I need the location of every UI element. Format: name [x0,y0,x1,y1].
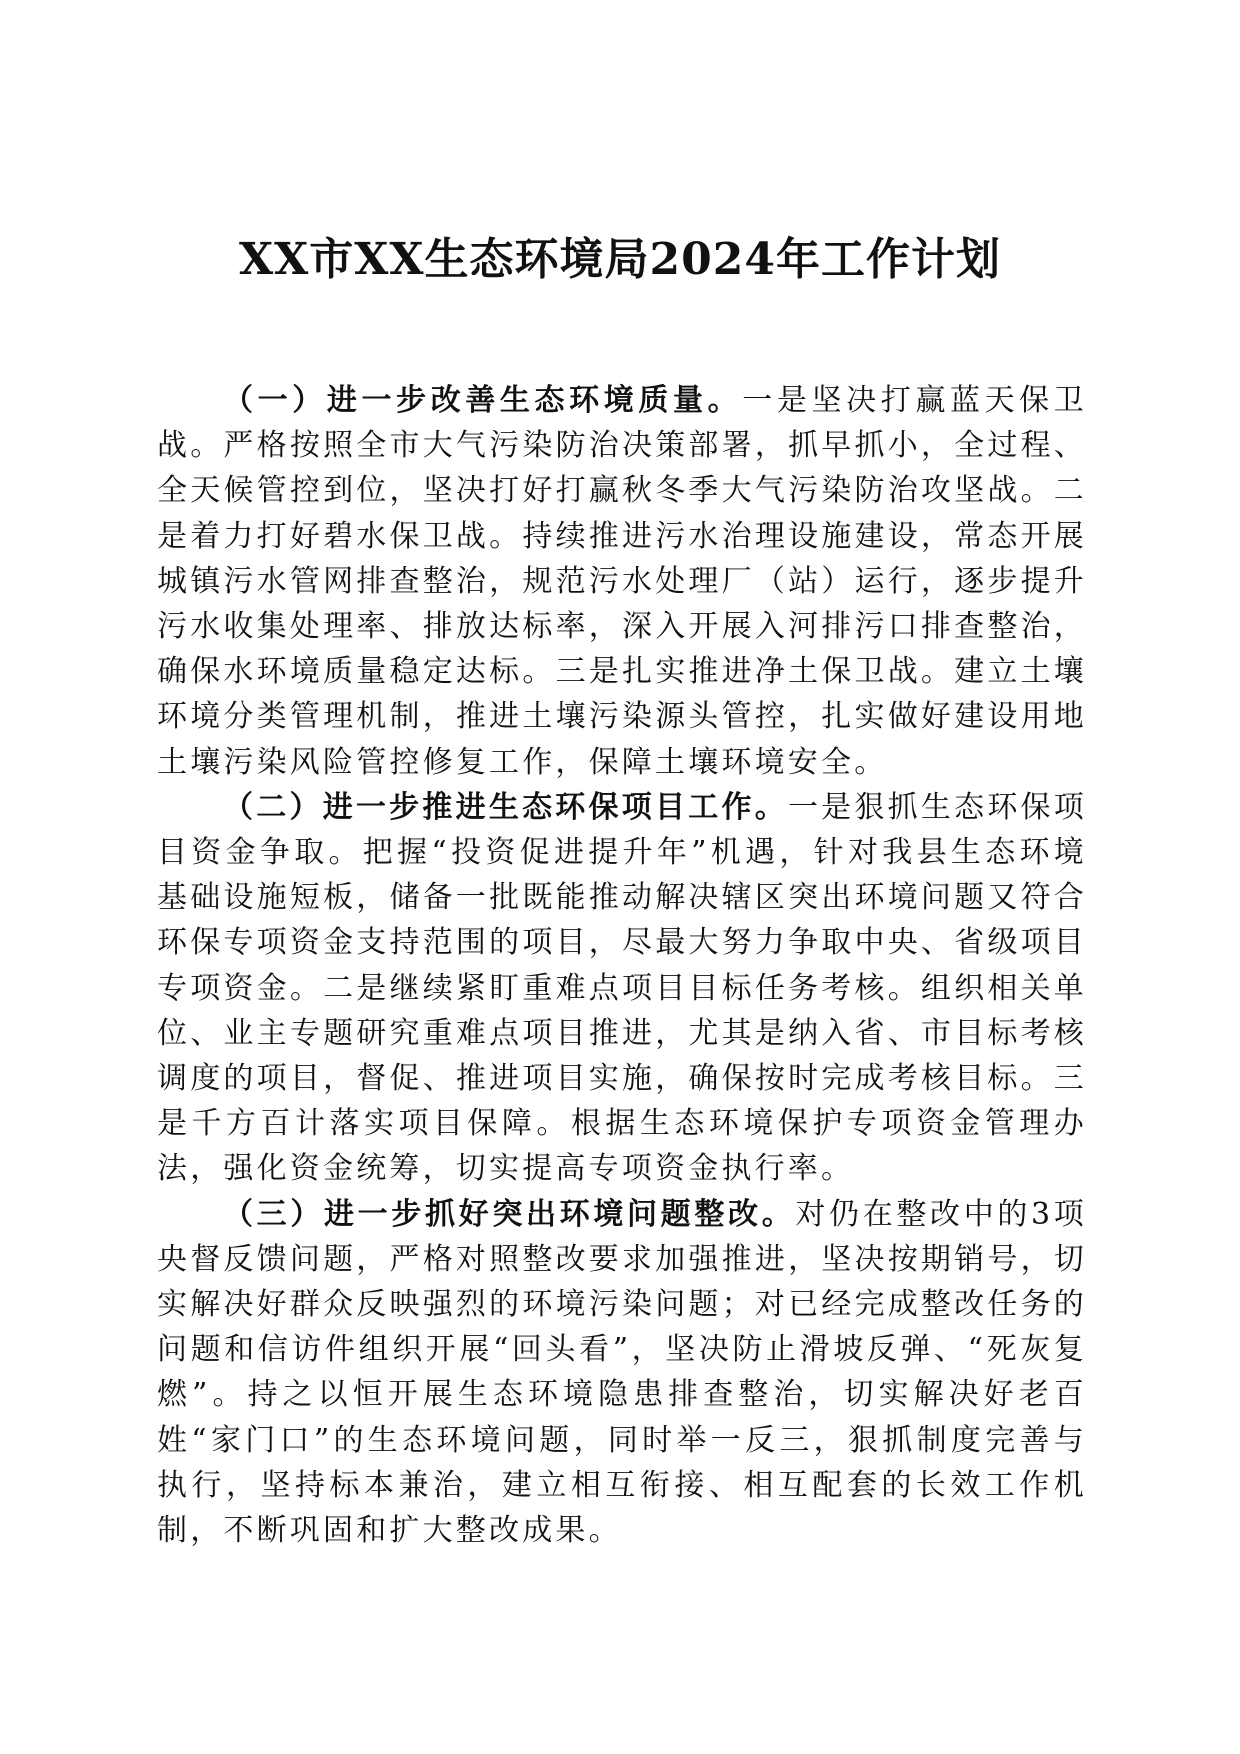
paragraph-2 [157,785,1087,1192]
paragraph-1 [157,378,1087,785]
paragraph-2-text: 一是狠抓生态环保项目资金争取。把握“投资促进提升年”机遇，针对我县生态环境基础设施短板，储备一批既能推动解决辖区突出环境问题又符合环保专项资金支持范围的项目，尽最大努力争取中央、省级项目专项资金。二是继续紧盯重难点项目目标任务考核。组织相关单位、业主专题研究重难点项目推进，尤其是纳入省、市目标考核调度的项目，督促、推进项目实施，确保按时完成考核目标。三是千方百计落实项目保障。根据生态环境保护专项资金管理办法，强化资金统筹，切实提高专项资金执行率。 [157,789,1087,1187]
paragraph-1-text: 一是坚决打赢蓝天保卫战。严格按照全市大气污染防治决策部署，抓早抓小，全过程、全天候管控到位，坚决打好打赢秋冬季大气污染防治攻坚战。二是着力打好碧水保卫战。持续推进污水治理设施建设，常态开展城镇污水管网排查整治，规范污水处理厂（站）运行，逐步提升污水收集处理率、排放达标率，深入开展入河排污口排查整治，确保水环境质量稳定达标。三是扎实推进净土保卫战。建立土壤环境分类管理机制，推进土壤污染源头管控，扎实做好建设用地土壤污染风险管控修复工作，保障土壤环境安全。 [157,383,1087,780]
document-body [157,378,1087,1553]
document-title: XX市XX生态环境局2024年工作计划 [238,234,1001,285]
paragraph-1-heading: （一）进一步改善生态环境质量。 [223,383,743,418]
paragraph-3-heading: （三）进一步抓好突出环境问题整改。 [223,1196,796,1232]
paragraph-3-text: 对仍在整改中的3项央督反馈问题，严格对照整改要求加强推进，坚决按期销号，切实解决好群众反映强烈的环境污染问题；对已经完成整改任务的问题和信访件组织开展“回头看”，坚决防止滑坡反弹、“死灰复燃”。持之以恒开展生态环境隐患排查整治，切实解决好老百姓“家门口”的生态环境问题，同时举一反三，狠抓制度完善与执行，坚持标本兼治，建立相互衔接、相互配套的长效工作机制，不断巩固和扩大整改成果。 [157,1196,1087,1549]
paragraph-3 [157,1192,1087,1554]
paragraph-2-heading: （二）进一步推进生态环保项目工作。 [223,789,788,825]
